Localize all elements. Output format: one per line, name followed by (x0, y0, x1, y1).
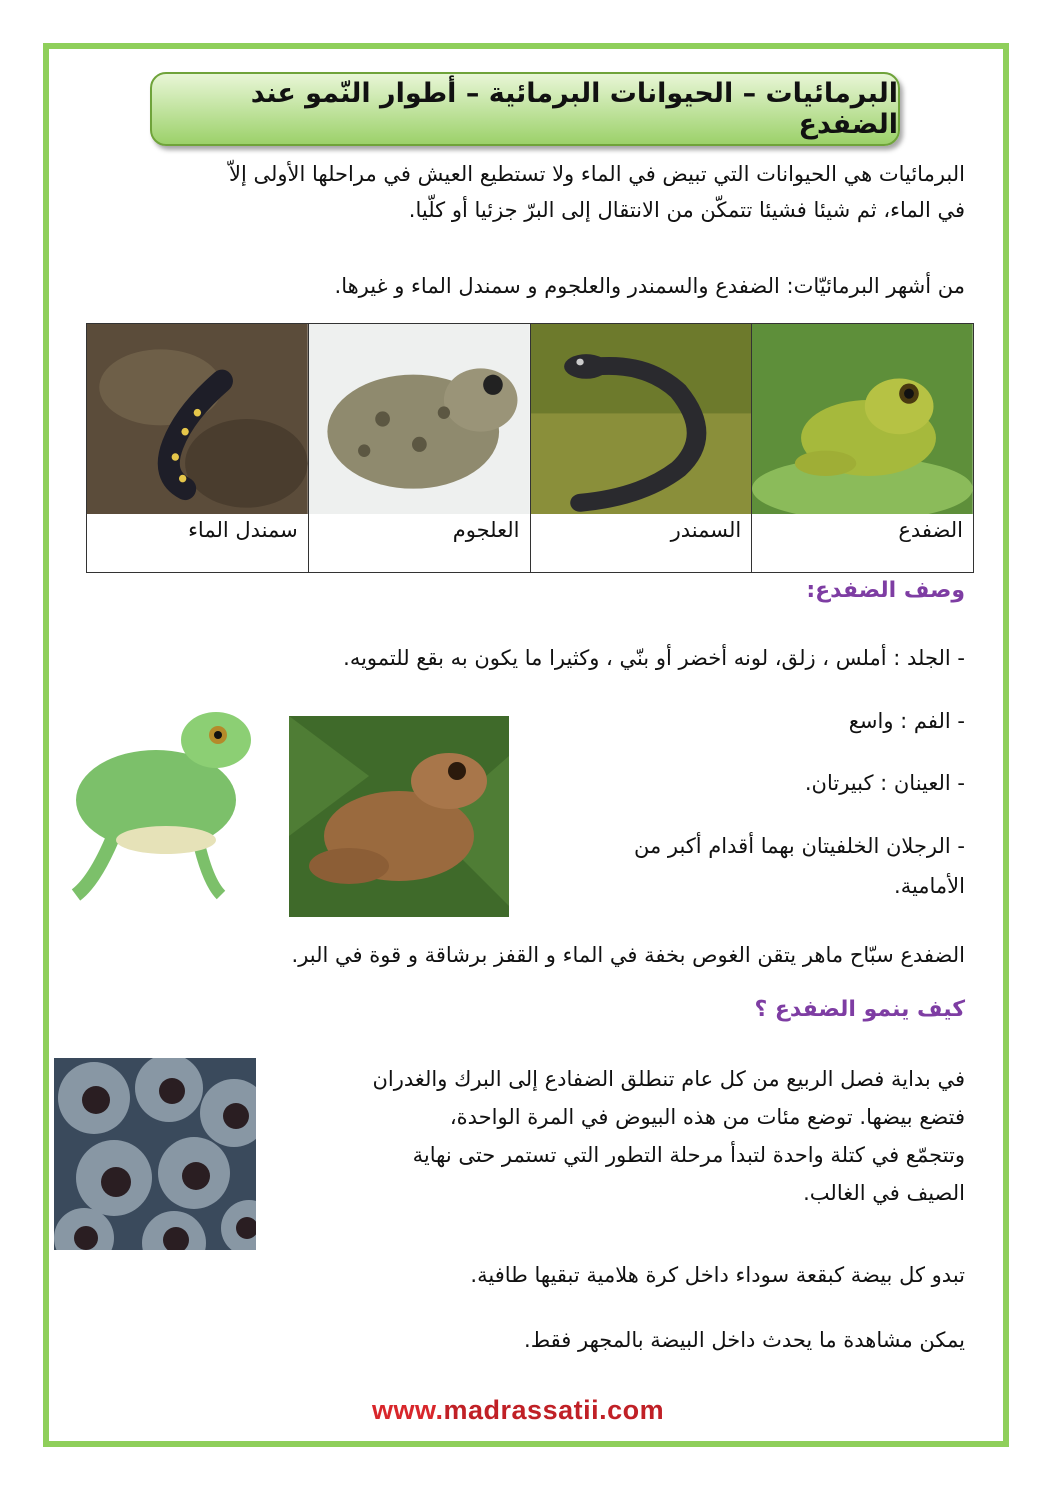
growth-line-2: فتضع بيضها. توضع مئات من هذه البيوض في المرة الواحدة، (449, 1105, 965, 1129)
salamander-image (531, 324, 752, 514)
cell-newt (87, 324, 309, 573)
frog-image (752, 324, 973, 514)
brown-frog-image (289, 716, 509, 917)
desc-eyes: - العينان : كبيرتان. (804, 771, 965, 795)
intro-paragraph (85, 156, 965, 228)
site-footer[interactable] (372, 1395, 664, 1426)
desc-legs (545, 826, 965, 906)
desc-skin: - الجلد : أملس ، زلق، لونه أخضر أو بنّي ، وكثيرا ما يكون به بقع للتمويه. (343, 646, 965, 670)
growth-line-1: في بداية فصل الربيع من كل عام تنطلق الضفادع إلى البرك والغدران (372, 1067, 965, 1091)
growth-paragraph-3: يمكن مشاهدة ما يحدث داخل البيضة بالمجهر فقط. (524, 1328, 965, 1352)
label-newt: سمندل الماء (188, 518, 298, 542)
growth-paragraph-1 (275, 1060, 965, 1212)
footer-prefix: www. (372, 1395, 444, 1425)
intro-line-1: البرمائيات هي الحيوانات التي تبيض في الماء ولا تستطيع العيش في مراحلها الأولى إلاّ (229, 162, 965, 186)
frog-eggs-image (54, 1058, 256, 1250)
growth-heading: كيف ينمو الضفدع ؟ (754, 997, 965, 1022)
cell-frog (752, 324, 974, 573)
label-salamander: السمندر (670, 518, 742, 542)
desc-mouth: - الفم : واسع (848, 709, 965, 733)
desc-legs-line-2: الأمامية. (894, 874, 965, 898)
page-title: البرمائيات – الحيوانات البرمائية – أطوار النّمو عند الضفدع (250, 78, 898, 140)
famous-amphibians: من أشهر البرمائيّات: الضفدع والسمندر والعلجوم و سمندل الماء و غيرها. (334, 274, 965, 298)
amphibians-table (86, 323, 974, 573)
newt-image (87, 324, 308, 514)
intro-line-2: في الماء، ثم شيئا فشيئا تتمكّن من الانتقال إلى البرّ جزئيا أو كلّيا. (408, 198, 965, 222)
description-heading: وصف الضفدع: (806, 578, 965, 603)
growth-line-4: الصيف في الغالب. (803, 1181, 965, 1205)
toad-image (309, 324, 530, 514)
cell-salamander (530, 324, 752, 573)
growth-paragraph-2: تبدو كل بيضة كبقعة سوداء داخل كرة هلامية تبقيها طافية. (470, 1263, 965, 1287)
green-frog-image (56, 690, 264, 905)
growth-line-3: وتتجمّع في كتلة واحدة لتبدأ مرحلة التطور التي تستمر حتى نهاية (412, 1143, 965, 1167)
title-banner (150, 72, 900, 146)
desc-legs-line-1: - الرجلان الخلفيتان بهما أقدام أكبر من (633, 834, 965, 858)
label-frog: الضفدع (898, 518, 963, 542)
cell-toad (308, 324, 530, 573)
label-toad: العلجوم (452, 518, 520, 542)
swimmer-text: الضفدع سبّاح ماهر يتقن الغوص بخفة في الماء و القفز برشاقة و قوة في البر. (291, 943, 965, 967)
footer-domain: madrassatii.com (443, 1395, 665, 1425)
